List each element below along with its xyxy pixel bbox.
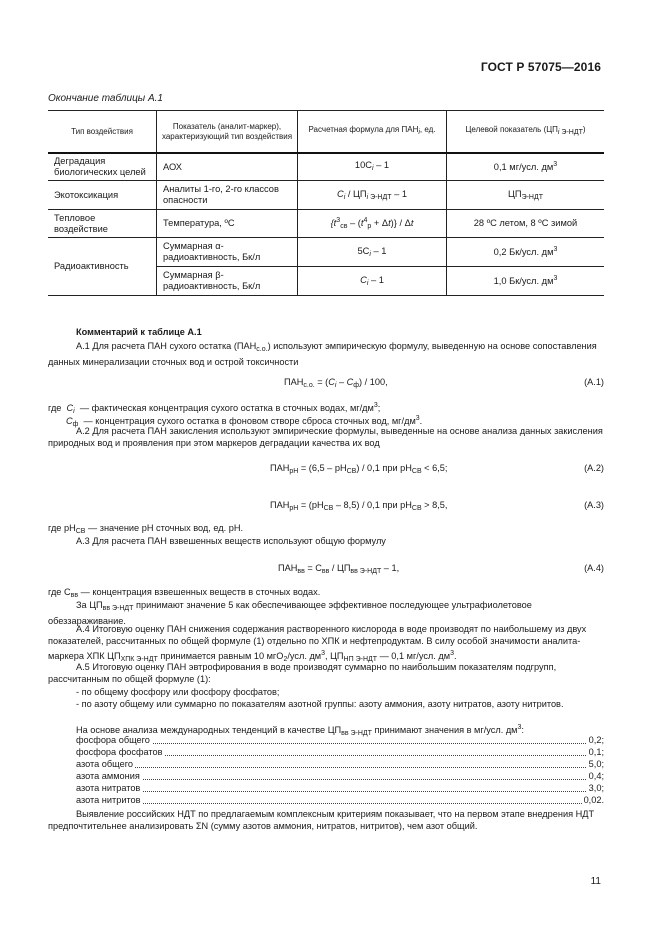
list-item: азота аммония 0,4; [76,771,604,781]
cell-indicator: Температура, ºС [157,210,298,238]
page-number: 11 [590,876,601,887]
col-header-target: Целевой показатель $(ЦП_{i Э-НДТ})$ [447,111,605,154]
cell-type: Экотоксикация [48,181,157,210]
table-row [48,238,604,267]
paragraph-a1: А.1 Для расчета ПАН сухого остатка $(ПАН_{с.о.})$ используют эмпирическую формулу, выведенную на основе сопоставления данных минерализации сточных вод и острой токсичности [48,341,597,368]
cell-indicator: АОХ [157,153,298,181]
equation-number-a2: (А.2) [584,463,604,473]
bullet-phosphorus: - по общему фосфору или фосфору фосфатов; [76,687,280,697]
document-id: ГОСТ Р 57075—2016 [480,60,601,74]
table-row [48,210,604,238]
paragraph-a4: А.4 Итоговую оценку ПАН снижения содержания растворенного кислорода в воде производят по наибольшему из двух показателей, рассчитанных по общей формуле (1) отдельно по ХПК и нефтепродуктам. В силу особой значимости аналита-маркера ХПК $ЦП_{ХПК Э-НДТ}$ принимается равным 10 мгО$_2$/усл. $дм^3$, $ЦП_{НП Э-НДТ}$ — 0,1 мг/усл. $дм^3$. [48,624,587,663]
cell-target: 0,1 мг/усл. $дм^3$ [447,153,605,181]
paragraph-a3: А.3 Для расчета ПАН взвешенных веществ используют общую формулу [76,536,386,546]
cell-type: Тепловое воздействие [48,210,157,238]
equation-number-a1: (А.1) [584,377,604,387]
cell-formula: $5C_i - 1$ [298,238,447,267]
list-item: фосфора общего 0,2; [76,735,604,745]
comment-title: Комментарий к таблице А.1 [76,327,202,337]
equation-a1: $ПАН_{с.о.} = (C_i - C_ф) / 100$, [284,377,388,389]
paragraph-a2: А.2 Для расчета ПАН закисления используют эмпирические формулы, выведенные на основе анализа данных закисления природных вод и проявления при этом маркеров деградации качества их вод [48,426,603,449]
cell-type: Радиоактивность [48,238,157,296]
cell-target: 1,0 Бк/усл. $дм^3$ [447,267,605,296]
paragraph-a3-note: За $ЦП_{вв Э-НДТ}$ принимают значение 5 как обеспечивающее эффективное последующее ультрафиолетовое обеззараживание. [48,600,532,627]
equation-a3: $ПАН_{pH} = (pH_{СВ} - 8,5) / 0,1$ при $pH_{СВ} > 8,5$, [270,500,448,512]
bullet-nitrogen: - по азоту общему или суммарно по показателям азотной группы: азоту аммония, азоту нитратов, азоту нитритов. [76,699,564,709]
where-cvv: где $C_{вв}$ — концентрация взвешенных веществ в сточных водах. [48,587,321,599]
equation-number-a3: (А.3) [584,500,604,510]
table-a1 [48,110,604,296]
table-caption: Окончание таблицы А.1 [48,93,163,104]
where-ci: где $C_i$ — фактическая концентрация сухого остатка в сточных водах, $мг/дм^3$; [48,402,381,415]
where-ph: где $pH_{СВ}$ — значение pH сточных вод, ед. pH. [48,523,244,535]
list-item: азота нитратов 3,0; [76,783,604,793]
col-header-type: Тип воздействия [48,111,157,154]
paragraph-final: Выявление российских НДТ по предлагаемым комплексным критериям показывает, что на первом этапе внедрения НДТ предпочтительнее анализировать ΣN (сумму азотов аммония, нитратов, нитритов), чем азот общий. [48,809,595,832]
col-header-formula: Расчетная формула для $ПАН_i$, ед. [298,111,447,154]
equation-a2: $ПАН_{pH} = (6,5 - pH_{СВ}) / 0,1$ при $pH_{СВ} < 6,5$; [270,463,448,475]
table-row [48,153,604,181]
paragraph-intl: На основе анализа международных тенденций в качестве $ЦП_{вв Э-НДТ}$ принимают значения в мг/усл. $дм^3$: [76,724,524,737]
equation-a4: $ПАН_{вв} = C_{вв} / ЦП_{вв Э-НДТ} - 1$, [278,563,400,575]
cell-target: $ЦП_{Э-НДТ}$ [447,181,605,210]
col-header-indicator: Показатель (аналит-маркер), характеризующий тип воздействия [157,111,298,154]
cell-indicator: Аналиты 1-го, 2-го классов опасности [157,181,298,210]
where-cf: $C_ф$ — концентрация сухого остатка в фоновом створе сброса сточных вод, $мг/дм^3$. [66,415,423,428]
table-row [48,181,604,210]
list-item: азота общего 5,0; [76,759,604,769]
cell-formula: $10C_i - 1$ [298,153,447,181]
cell-indicator: Суммарная α-радиоактивность, Бк/л [157,238,298,267]
cell-target: 0,2 Бк/усл. $дм^3$ [447,238,605,267]
cell-type: Деградация биологических целей [48,153,157,181]
equation-number-a4: (А.4) [584,563,604,573]
cell-formula: $C_i - 1$ [298,267,447,296]
cell-target: 28 ºС летом, 8 ºС зимой [447,210,605,238]
list-item: азота нитритов 0,02. [76,795,604,805]
cell-indicator: Суммарная β-радиоактивность, Бк/л [157,267,298,296]
paragraph-a5: А.5 Итоговую оценку ПАН эвтрофирования в воде производят суммарно по наибольшим показателям подгрупп, рассчитанным по общей формуле (1): [48,662,557,685]
cell-formula: $\{t^3_{св} - (t^4_р + \Delta t)\} / \Delta t$ [298,210,447,238]
list-item: фосфора фосфатов 0,1; [76,747,604,757]
cell-formula: $C_i / ЦП_{i Э-НДТ} - 1$ [298,181,447,210]
